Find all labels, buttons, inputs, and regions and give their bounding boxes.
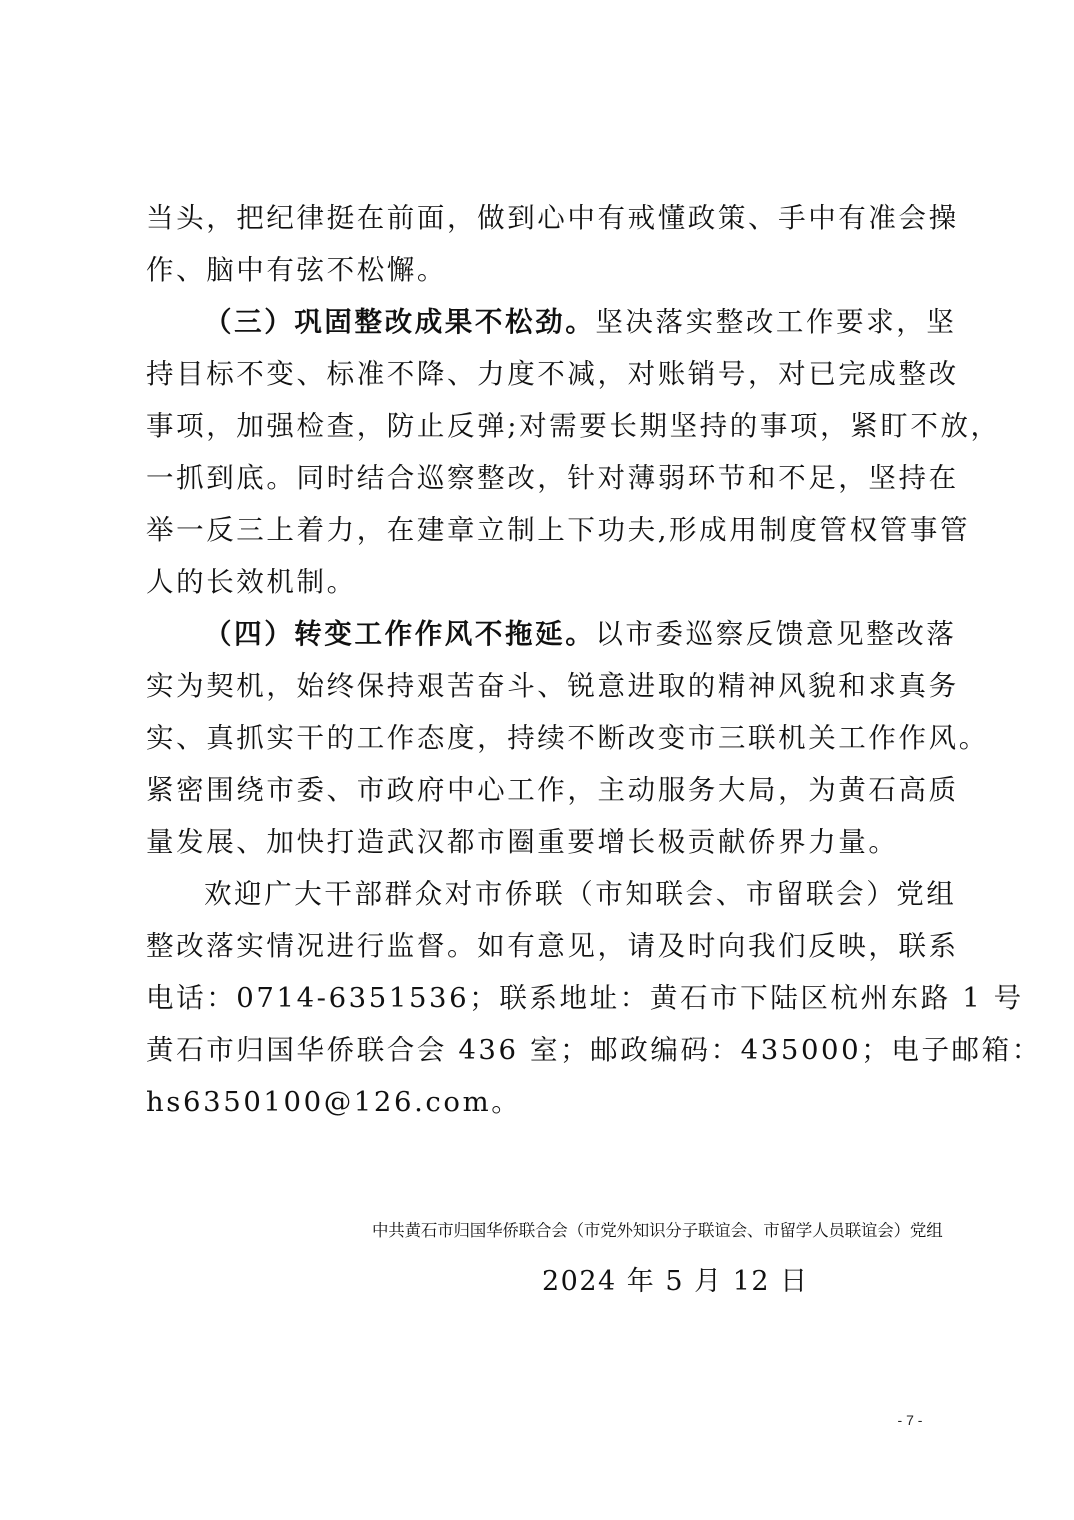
body-line: 实为契机，始终保持艰苦奋斗、锐意进取的精神风貌和求真务 [146, 670, 959, 702]
body-line: 事项，加强检查，防止反弹;对需要长期坚持的事项，紧盯不放， [146, 410, 1001, 442]
section-4-first-line [204, 614, 957, 654]
body-line: 作、脑中有弦不松懈。 [146, 254, 447, 286]
page-number: - 7 - [897, 1412, 923, 1428]
body-line: 量发展、加快打造武汉都市圈重要增长极贡献侨界力量。 [146, 826, 899, 858]
body-line: 人的长效机制。 [146, 566, 357, 598]
body-line: 整改落实情况进行监督。如有意见，请及时向我们反映，联系 [146, 930, 959, 962]
body-line: 紧密围绕市委、市政府中心工作，主动服务大局，为黄石高质 [146, 774, 959, 806]
closing-first-line: 欢迎广大干部群众对市侨联（市知联会、市留联会）党组 [204, 878, 957, 910]
signature-organization: 中共黄石市归国华侨联合会（市党外知识分子联谊会、市留学人员联谊会）党组 [372, 1221, 943, 1240]
signature-date: 2024 年 5 月 12 日 [542, 1266, 809, 1297]
contact-line: 黄石市归国华侨联合会 436 室；邮政编码：435000；电子邮箱： [146, 1034, 1042, 1066]
body-line: 持目标不变、标准不降、力度不减，对账销号，对已完成整改 [146, 358, 959, 390]
email-line: hs6350100@126.com。 [146, 1086, 522, 1118]
body-line: 举一反三上着力，在建章立制上下功夫,形成用制度管权管事管 [146, 514, 971, 546]
section-3-text: 坚决落实整改工作要求，坚 [595, 306, 957, 338]
body-line: 一抓到底。同时结合巡察整改，针对薄弱环节和不足，坚持在 [146, 462, 959, 494]
section-4-heading: （四）转变工作作风不拖延。 [204, 618, 596, 650]
section-3-heading: （三）巩固整改成果不松劲。 [204, 306, 596, 338]
section-4-text: 以市委巡察反馈意见整改落 [595, 618, 957, 650]
body-line: 实、真抓实干的工作态度，持续不断改变市三联机关工作作风。 [146, 722, 989, 754]
body-line: 当头，把纪律挺在前面，做到心中有戒懂政策、手中有准会操 [146, 202, 959, 234]
contact-line: 电话：0714-6351536；联系地址：黄石市下陆区杭州东路 1 号 [146, 982, 1024, 1014]
section-3-first-line [204, 302, 957, 342]
